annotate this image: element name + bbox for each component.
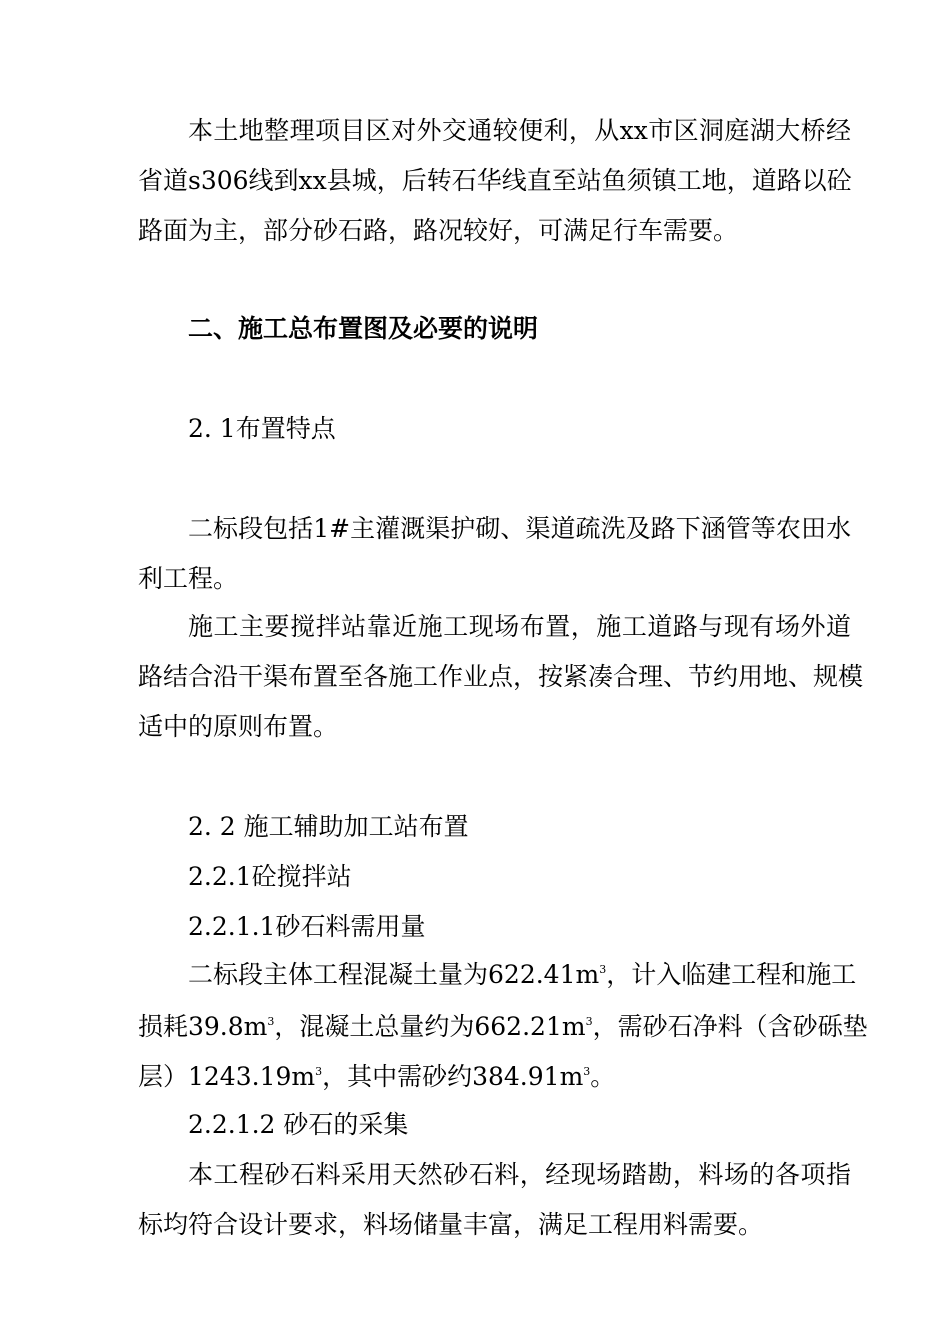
paragraph-4-line-2-a: 损耗39.8m [138, 1012, 268, 1041]
paragraph-2-line-1: 二标段包括1#主灌溉渠护砌、渠道疏洗及路下涵管等农田水 [188, 514, 851, 543]
cubic-superscript: 3 [585, 1015, 593, 1028]
paragraph-4-line-3-b: ，其中需砂约384.91m [322, 1062, 584, 1091]
cubic-superscript: 3 [599, 963, 607, 976]
subsection-2-1: 2. 1布置特点 [188, 414, 336, 443]
paragraph-4-line-2-b: ，混凝土总量约为662.21m [274, 1012, 586, 1041]
paragraph-3-line-3: 适中的原则布置。 [138, 712, 339, 741]
paragraph-1-line-3: 路面为主，部分砂石路，路况较好，可满足行车需要。 [138, 216, 739, 245]
paragraph-4-line-2 [138, 1012, 868, 1042]
subsection-2-2-1: 2.2.1砼搅拌站 [188, 862, 352, 891]
paragraph-4-line-1-a: 二标段主体工程混凝土量为622.41m [188, 960, 600, 989]
paragraph-4-line-1-b: ，计入临建工程和施工 [606, 960, 857, 989]
paragraph-5-line-1: 本工程砂石料采用天然砂石料，经现场踏勘，料场的各项指 [188, 1160, 851, 1189]
paragraph-5-line-2: 标均符合设计要求，料场储量丰富，满足工程用料需要。 [138, 1210, 764, 1239]
cubic-superscript: 3 [267, 1015, 275, 1028]
paragraph-1-line-2: 省道s306线到xx县城，后转石华线直至站鱼须镇工地，道路以砼 [138, 166, 852, 195]
cubic-superscript: 3 [315, 1065, 323, 1078]
paragraph-4-line-3 [138, 1062, 615, 1092]
subsection-2-2-1-1: 2.2.1.1砂石料需用量 [188, 912, 426, 941]
section-heading-2: 二、施工总布置图及必要的说明 [188, 314, 539, 343]
cubic-superscript: 3 [583, 1065, 591, 1078]
paragraph-4-line-2-c: ，需砂石净料（含砂砾垫 [592, 1012, 868, 1041]
paragraph-4-line-3-a: 层）1243.19m [138, 1062, 316, 1091]
paragraph-1-line-1: 本土地整理项目区对外交通较便利，从xx市区洞庭湖大桥经 [188, 116, 851, 145]
paragraph-2-line-2: 利工程。 [138, 564, 239, 593]
paragraph-4-line-3-c: 。 [590, 1062, 616, 1091]
paragraph-3-line-2: 路结合沿干渠布置至各施工作业点，按紧凑合理、节约用地、规模 [138, 662, 864, 691]
paragraph-3-line-1: 施工主要搅拌站靠近施工现场布置，施工道路与现有场外道 [188, 612, 851, 641]
subsection-2-2: 2. 2 施工辅助加工站布置 [188, 812, 469, 841]
subsection-2-2-1-2: 2.2.1.2 砂石的采集 [188, 1110, 409, 1139]
paragraph-4-line-1 [188, 960, 856, 990]
